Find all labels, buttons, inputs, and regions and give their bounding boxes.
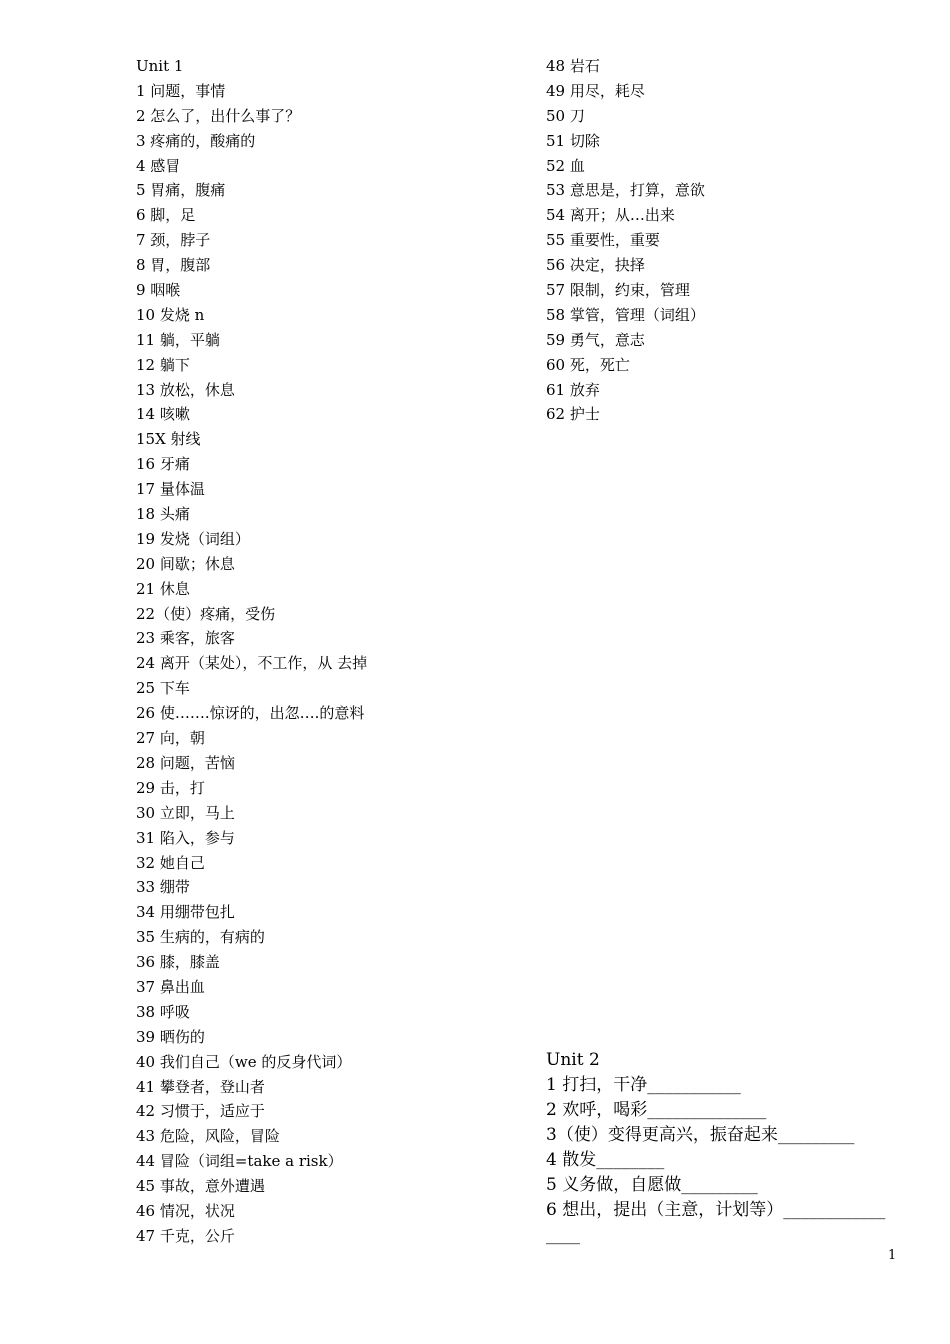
unit1-title: Unit 1 (136, 57, 184, 75)
vocab-item: 62 护士 (546, 405, 600, 424)
unit1-left-list (136, 79, 526, 1249)
vocab-item: 35 生病的，有病的 (136, 928, 265, 947)
vocab-item: 56 决定，抉择 (546, 256, 645, 275)
vocab-item: 49 用尽，耗尽 (546, 81, 645, 100)
vocab-item: 18 头痛 (136, 505, 190, 524)
vocab-item: 34 用绷带包扎 (136, 903, 235, 922)
vocab-item: 14 咳嗽 (136, 405, 190, 424)
unit2-item-6-line1: 6 想出，提出（主意，计划等）____________ (546, 1200, 886, 1220)
vocab-item: 55 重要性，重要 (546, 231, 660, 250)
vocab-item: 2 怎么了，出什么事了？ (136, 106, 301, 125)
vocab-item: 8 胃，腹部 (136, 256, 211, 275)
unit2-title: Unit 2 (546, 1050, 600, 1070)
unit2-section (546, 1048, 906, 1248)
vocab-item: 51 切除 (546, 131, 600, 150)
vocab-item: 39 晒伤的 (136, 1027, 205, 1046)
vocab-item: 58 掌管，管理（词组） (546, 305, 705, 324)
vocab-item: 28 问题，苦恼 (136, 753, 235, 772)
vocab-item: 41 攀登者，登山者 (136, 1077, 265, 1096)
vocab-item: 29 击，打 (136, 778, 205, 797)
vocab-item: 27 向，朝 (136, 729, 205, 748)
fill-blank-item: 1 打扫，干净___________ (546, 1075, 741, 1095)
vocab-item: 3 疼痛的，酸痛的 (136, 131, 256, 150)
right-column (546, 54, 926, 427)
vocab-item: 23 乘客，旅客 (136, 629, 235, 648)
vocab-item: 45 事故，意外遭遇 (136, 1177, 265, 1196)
vocab-item: 54 离开；从…出来 (546, 206, 675, 225)
vocab-item: 46 情况，状况 (136, 1201, 235, 1220)
vocab-item: 52 血 (546, 156, 585, 175)
vocab-item: 30 立即，马上 (136, 803, 235, 822)
vocab-item: 57 限制，约束，管理 (546, 281, 690, 300)
vocab-item: 10 发烧 n (136, 305, 205, 324)
vocab-item: 15X 射线 (136, 430, 201, 449)
vocab-item: 19 发烧（词组） (136, 529, 250, 548)
vocab-item: 38 呼吸 (136, 1002, 190, 1021)
vocab-item: 44 冒险（词组=take a risk） (136, 1152, 343, 1171)
vocab-item: 53 意思是，打算，意欲 (546, 181, 705, 200)
vocab-item: 11 躺，平躺 (136, 330, 220, 349)
vocab-item: 42 习惯于，适应于 (136, 1102, 265, 1121)
vocab-item: 50 刀 (546, 106, 585, 125)
unit1-right-list (546, 54, 926, 427)
vocab-item: 13 放松，休息 (136, 380, 235, 399)
unit2-item-6-line2: ____ (546, 1225, 580, 1245)
vocab-item: 61 放弃 (546, 380, 600, 399)
vocab-item: 33 绷带 (136, 878, 190, 897)
vocab-item: 26 使…….惊讶的，出忽….的意料 (136, 704, 365, 723)
vocab-item: 37 鼻出血 (136, 977, 205, 996)
vocab-item: 20 间歇；休息 (136, 554, 235, 573)
vocab-item: 4 感冒 (136, 156, 181, 175)
unit2-list (546, 1073, 906, 1198)
vocab-item: 47 千克，公斤 (136, 1226, 235, 1245)
fill-blank-item: 2 欢呼，喝彩______________ (546, 1100, 767, 1120)
vocab-item: 60 死，死亡 (546, 355, 630, 374)
vocab-item: 43 危险，风险，冒险 (136, 1127, 280, 1146)
vocab-item: 1 问题，事情 (136, 81, 226, 100)
vocab-item: 21 休息 (136, 579, 190, 598)
fill-blank-item: 5 义务做，自愿做_________ (546, 1175, 758, 1195)
vocab-item: 12 躺下 (136, 355, 190, 374)
vocab-item: 32 她自己 (136, 853, 205, 872)
fill-blank-item: 4 散发________ (546, 1150, 665, 1170)
vocab-item: 5 胃痛，腹痛 (136, 181, 226, 200)
vocab-item: 17 量体温 (136, 480, 205, 499)
vocab-item: 16 牙痛 (136, 455, 190, 474)
left-column (136, 54, 526, 1249)
unit2-item-6 (546, 1198, 906, 1248)
vocab-item: 36 膝，膝盖 (136, 953, 220, 972)
page-number: 1 (888, 1248, 897, 1263)
vocab-item: 6 脚，足 (136, 206, 196, 225)
vocab-item: 9 咽喉 (136, 281, 181, 300)
vocab-item: 31 陷入，参与 (136, 828, 235, 847)
vocab-item: 40 我们自己（we 的反身代词） (136, 1052, 352, 1071)
vocab-item: 48 岩石 (546, 57, 600, 75)
vocab-item: 22（使）疼痛，受伤 (136, 604, 276, 623)
fill-blank-item: 3（使）变得更高兴，振奋起来_________ (546, 1125, 855, 1145)
vocab-item: 7 颈，脖子 (136, 231, 211, 250)
vocab-item: 59 勇气，意志 (546, 330, 645, 349)
vocab-item: 24 离开（某处），不工作，从 去掉 (136, 654, 368, 673)
vocab-item: 25 下车 (136, 679, 190, 698)
